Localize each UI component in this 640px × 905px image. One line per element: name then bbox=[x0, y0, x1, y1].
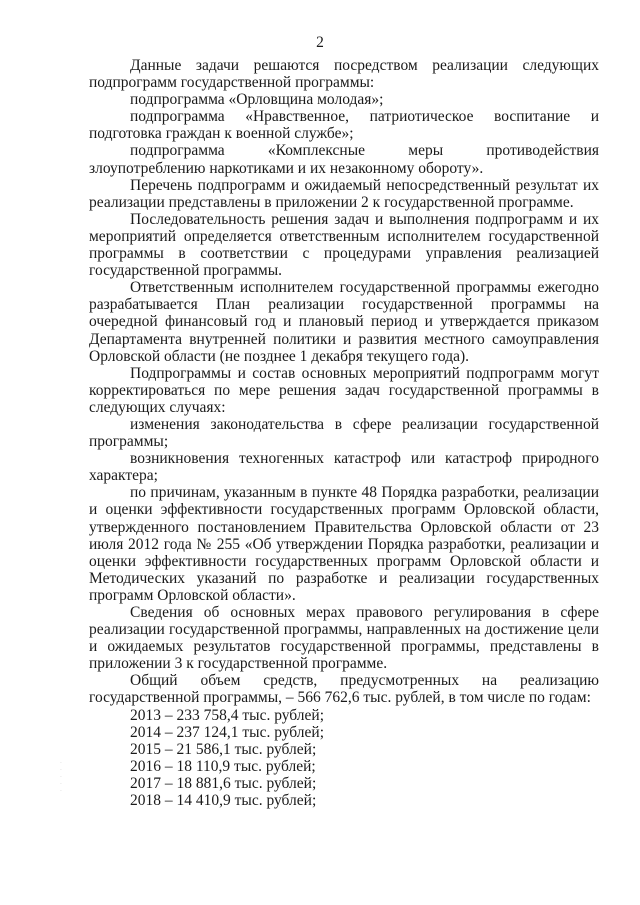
paragraph: подпрограмма «Нравственное, патриотическое воспитание и подготовка граждан к военной службе»; bbox=[89, 108, 599, 143]
page-number: 2 bbox=[316, 34, 324, 51]
paragraph: Подпрограммы и состав основных мероприятий подпрограмм могут корректироваться по мере решения задач государственной программы в следующих случаях: bbox=[89, 364, 599, 416]
funding-year-line: 2015 – 21 586,1 тыс. рублей; bbox=[130, 740, 317, 758]
paragraph: Данные задачи решаются посредством реализации следующих подпрограмм государственной программы: bbox=[89, 57, 599, 92]
paragraph: возникновения техногенных катастроф или катастроф природного характера; bbox=[89, 450, 599, 485]
funding-year-line: 2017 – 18 881,6 тыс. рублей; bbox=[130, 774, 317, 792]
paragraph: Ответственным исполнителем государственной программы ежегодно разрабатывается План реализации государственной программы на очередной финансовый год и плановый период и утверждается приказом Департамента внутренней политики и развития местного самоуправления Орловской области (не позднее 1 декабря текущего года). bbox=[89, 279, 599, 365]
funding-year-line: 2018 – 14 410,9 тыс. рублей; bbox=[130, 792, 317, 810]
paragraph: подпрограмма «Комплексные меры противодействия злоупотреблению наркотиками и их незаконному обороту». bbox=[89, 142, 599, 177]
paragraph: подпрограмма «Орловщина молодая»; bbox=[130, 91, 384, 109]
paragraph: Перечень подпрограмм и ожидаемый непосредственный результат их реализации представлены в приложении 2 к государственной программе. bbox=[89, 176, 599, 211]
funding-year-line: 2014 – 237 124,1 тыс. рублей; bbox=[130, 723, 324, 741]
scan-artifact: · · · · · bbox=[60, 760, 62, 795]
paragraph: Общий объем средств, предусмотренных на реализацию государственной программы, – 566 762,6 тыс. рублей, в том числе по годам: bbox=[89, 672, 599, 707]
funding-year-line: 2013 – 233 758,4 тыс. рублей; bbox=[130, 706, 324, 724]
funding-year-line: 2016 – 18 110,9 тыс. рублей; bbox=[130, 757, 316, 775]
paragraph: Последовательность решения задач и выполнения подпрограмм и их мероприятий определяется ответственным исполнителем государственной программы в соответствии с процедурами управления реализацией государственной программы. bbox=[89, 210, 599, 280]
paragraph: по причинам, указанным в пункте 48 Порядка разработки, реализации и оценки эффективности государственных программ Орловской области, утвержденного постановлением Правительства Орловской области от 23 июля 2012 года № 255 «Об утверждении Порядка разработки, реализации и оценки эффективности государственных программ Орловской области и Методических указаний по разработке и реализации государственных программ Орловской области». bbox=[89, 484, 599, 604]
paragraph: изменения законодательства в сфере реализации государственной программы; bbox=[89, 415, 599, 451]
document-body bbox=[89, 57, 599, 809]
paragraph: Сведения об основных мерах правового регулирования в сфере реализации государственной программы, направленных на достижение цели и ожидаемых результатов государственной программы, представлены в приложении 3 к государственной программе. bbox=[89, 604, 599, 673]
